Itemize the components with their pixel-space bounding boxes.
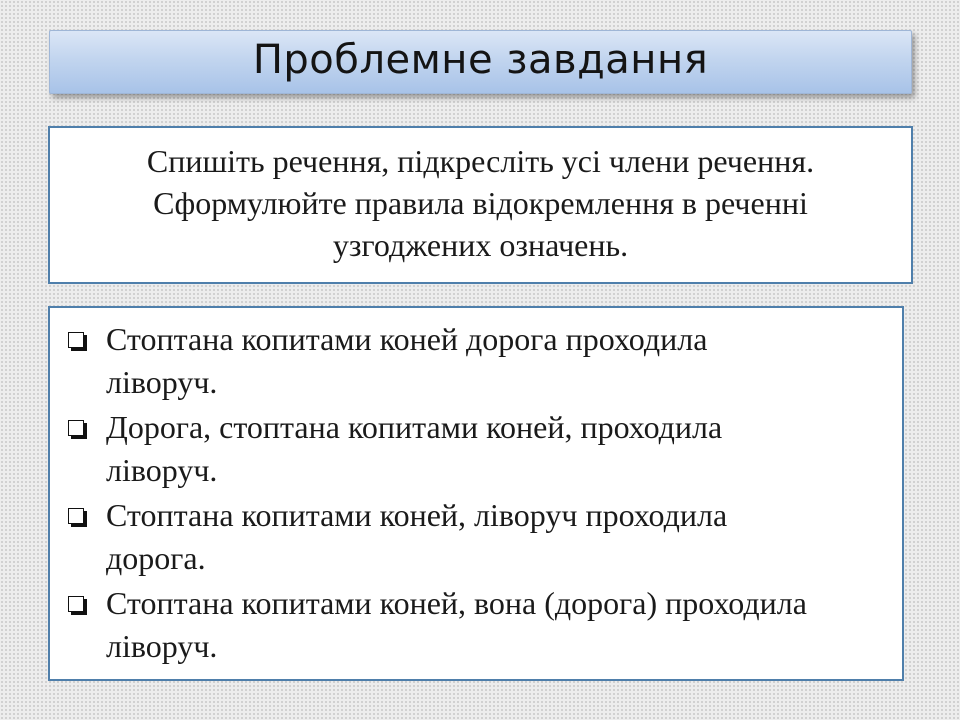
list-item xyxy=(64,582,882,668)
checkbox-square-icon xyxy=(64,582,106,625)
checkbox-square-icon xyxy=(64,406,106,449)
task-box xyxy=(48,126,913,284)
task-line: узгоджених означень. xyxy=(332,227,629,263)
sentence-text: Стоптана копитами коней, ліворуч проходила дорога. xyxy=(106,497,728,576)
task-line: Сформулюйте правила відокремлення в реченні xyxy=(153,185,808,221)
list-item xyxy=(64,494,882,580)
sentence-text: Дорога, стоптана копитами коней, проходила ліворуч. xyxy=(106,409,723,488)
task-line: Спишіть речення, підкресліть усі члени речення. xyxy=(146,143,815,179)
title-bar xyxy=(49,30,912,94)
checkbox-square-icon xyxy=(64,494,106,537)
slide-title: Проблемне завдання xyxy=(252,37,709,83)
list-item xyxy=(64,406,882,492)
sentence-text: Стоптана копитами коней дорога проходила ліворуч. xyxy=(106,321,708,400)
list-item xyxy=(64,318,882,404)
sentence-list xyxy=(48,306,904,681)
sentence-text: Стоптана копитами коней, вона (дорога) проходила ліворуч. xyxy=(106,585,807,664)
checkbox-square-icon xyxy=(64,318,106,361)
